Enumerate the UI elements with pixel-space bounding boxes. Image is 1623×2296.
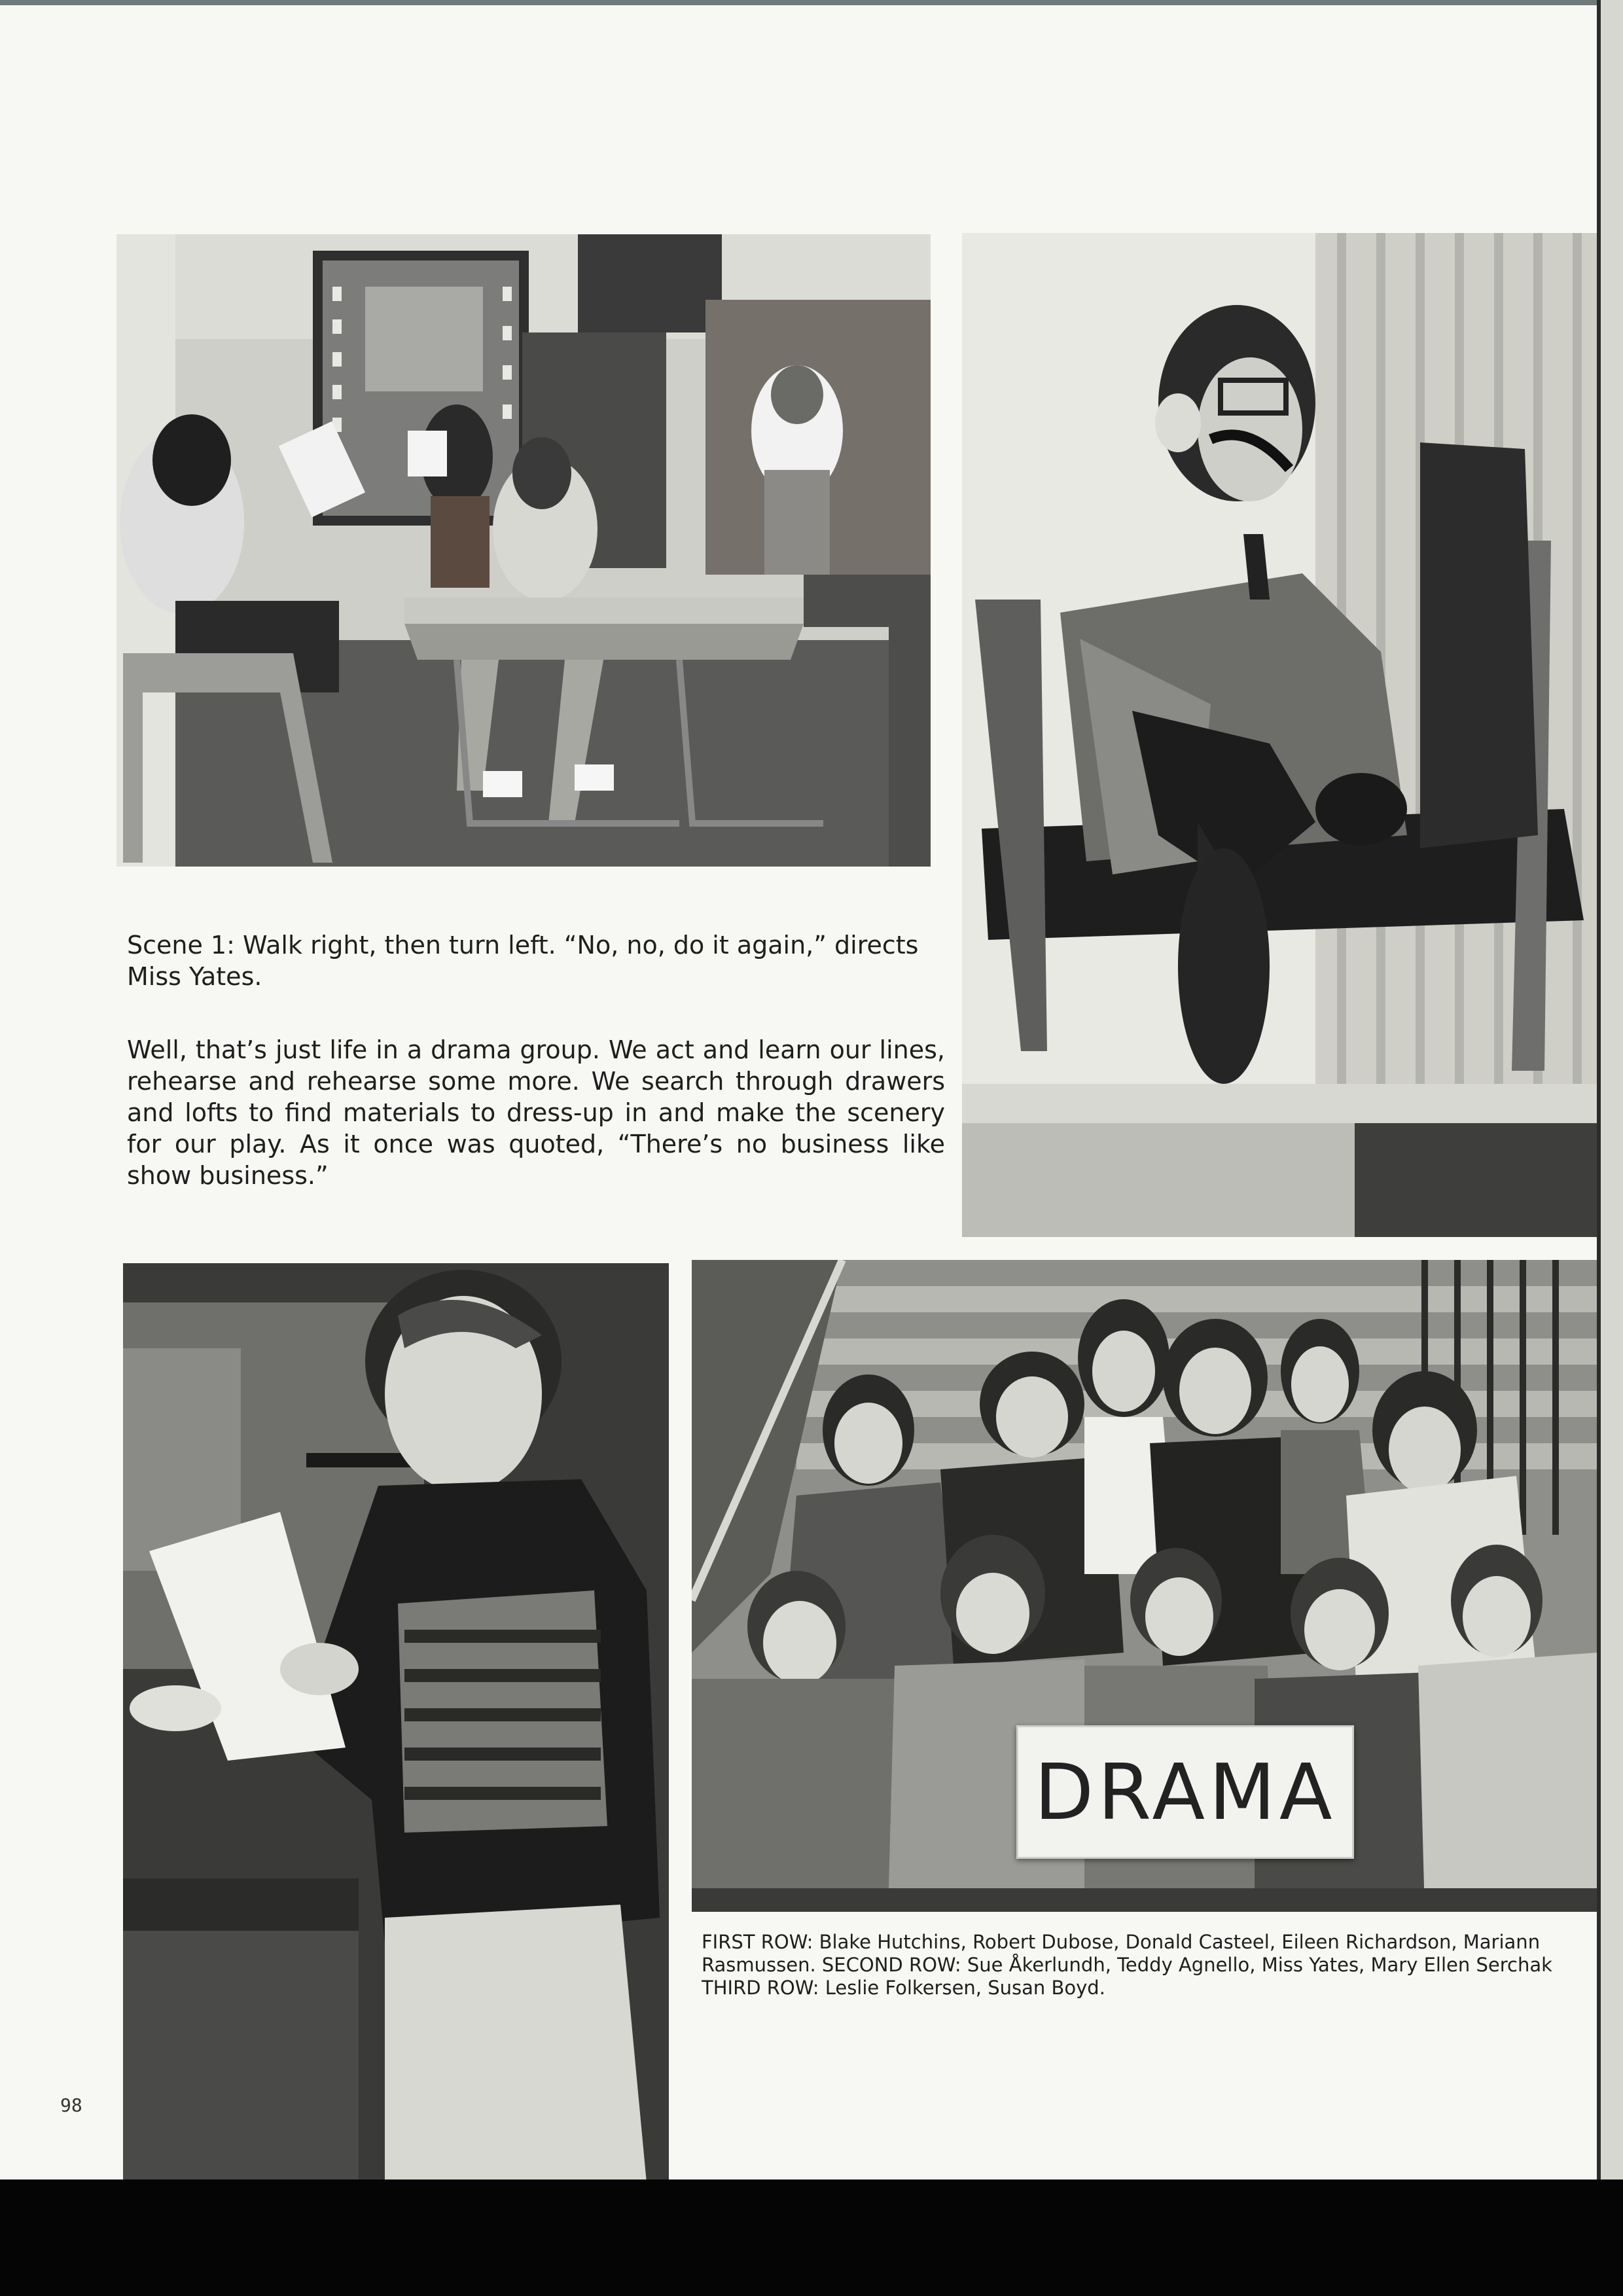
top-rule [0,0,1597,5]
roster-line-second-row: Rasmussen. SECOND ROW: Sue Åkerlundh, Teddy Agnello, Miss Yates, Mary Ellen Serchak [702,1954,1552,1976]
body-caption: Well, that’s just life in a drama group. We act and learn our lines, rehearse and rehearse some more. We search through drawers and lofts to find materials to dress-up in and make the scenery for our play. As it once was quoted, “There’s no business like show business.” [127,1035,945,1190]
boy-in-chair-photo [962,233,1597,1237]
roster-line-third-row: THIRD ROW: Leslie Folkersen, Susan Boyd. [702,1977,1105,1999]
binding-edge [1597,0,1623,2179]
roster-line-first-row: FIRST ROW: Blake Hutchins, Robert Dubose, Donald Casteel, Eileen Richardson, Mariann [702,1931,1541,1953]
page-number: 98 [60,2094,82,2116]
roster-caption [702,1931,1597,2000]
classroom-rehearsal-photo [116,234,931,867]
drama-sign-text: DRAMA [1034,1747,1336,1837]
scene-caption: Scene 1: Walk right, then turn left. “No, no, do it again,” directs Miss Yates. [127,931,919,991]
student-reading-photo [123,1263,669,2179]
scan-bottom-band [0,2179,1623,2296]
drama-sign [1016,1725,1354,1859]
